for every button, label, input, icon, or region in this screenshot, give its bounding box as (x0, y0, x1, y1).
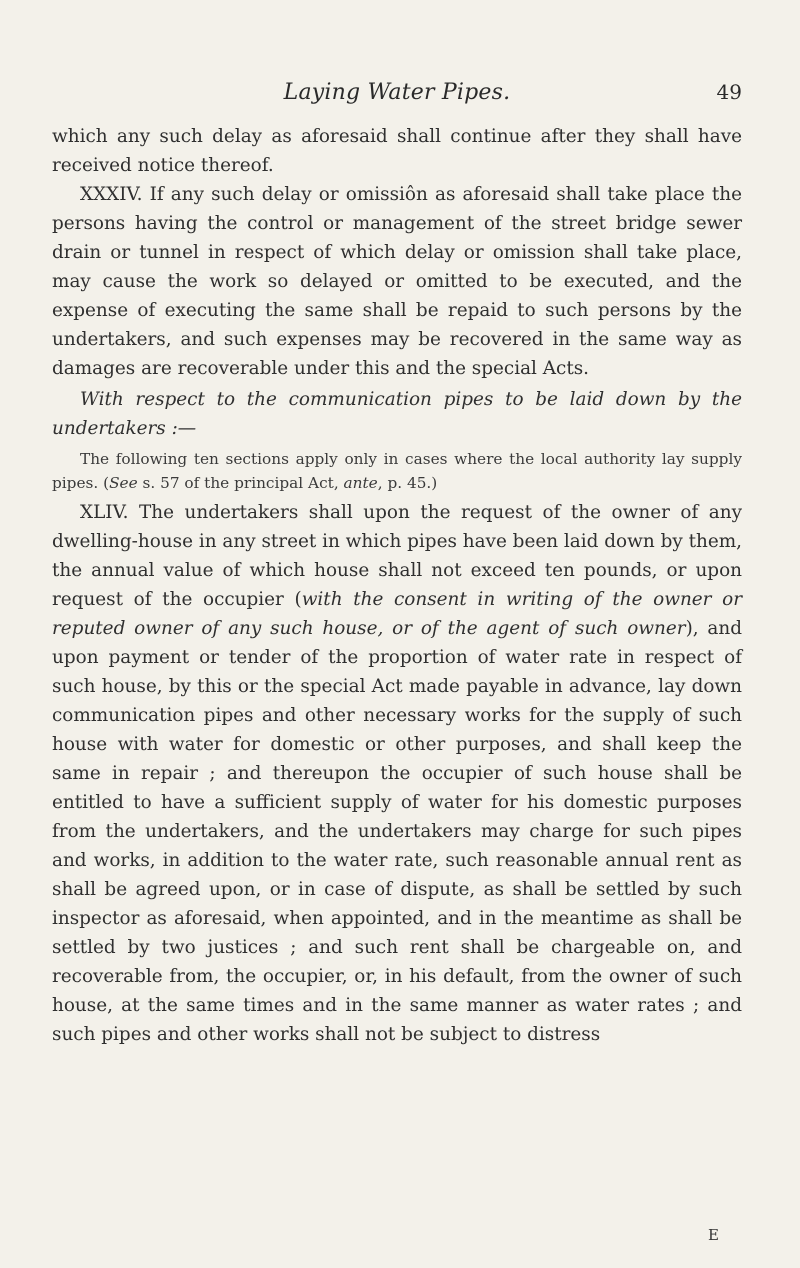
note-text-a: The following ten sections apply only in cases where the local authority lay supply pipes. ( (52, 450, 742, 492)
side-heading-text: With respect to the communication pipes to be laid down by the undertakers :— (52, 389, 742, 439)
paragraph-continuation: which any such delay as aforesaid shall continue after they shall have received notice thereof. (52, 126, 742, 176)
page-header (52, 80, 742, 110)
note-text-b: s. 57 of the principal Act, (137, 474, 344, 492)
side-heading (52, 385, 742, 443)
running-title: Laying Water Pipes. (283, 80, 511, 105)
section-xliv (52, 498, 742, 1049)
section-xliv-text-b: ), and upon payment or tender of the proportion of water rate in respect of such house, by this or the special Act made payable in advance, lay down communication pipes and other necessary works for the supply of such house with water for domestic or other purposes, and shall keep the same in repair ; and thereupon the occupier of such house shall be entitled to have a sufficient supply of water for his domestic purposes from the undertakers, and the undertakers may charge for such pipes and works, in addition to the water rate, such reasonable annual rent as shall be agreed upon, or in case of dispute, as shall be settled by such inspector as aforesaid, when appointed, and in the meantime as shall be settled by two justices ; and such rent shall be chargeable on, and recoverable from, the occupier, or, in his default, from the owner of such house, at the same times and in the same manner as water rates ; and such pipes and other works shall not be subject to distress (52, 618, 743, 1045)
note-text-c: , p. 45.) (377, 474, 438, 492)
note-see: See (109, 474, 138, 492)
note-ante: ante (343, 474, 378, 492)
body-text (52, 122, 742, 1049)
section-xliv-italic: with the consent in writing of the owner or reputed owner of any such house, or of the agent of such owner (52, 589, 742, 639)
section-xliv-text-a: XLIV. The undertakers shall upon the request of the owner of any dwelling-house in any street in which pipes have been laid down by them, the annual value of which house shall not exceed ten pounds, or upon request of the occupier ( (52, 502, 742, 610)
page-number: 49 (716, 80, 742, 104)
editorial-note (52, 447, 742, 495)
signature-mark: E (708, 1226, 719, 1244)
section-xxxiv: XXXIV. If any such delay or omissiôn as aforesaid shall take place the persons having the control or management of the street bridge sewer drain or tunnel in respect of which delay or omission shall take place, may cause the work so delayed or omitted to be executed, and the expense of executing the same shall be repaid to such persons by the undertakers, and such expenses may be recovered in the same way as damages are recoverable under this and the special Acts. (52, 184, 742, 379)
